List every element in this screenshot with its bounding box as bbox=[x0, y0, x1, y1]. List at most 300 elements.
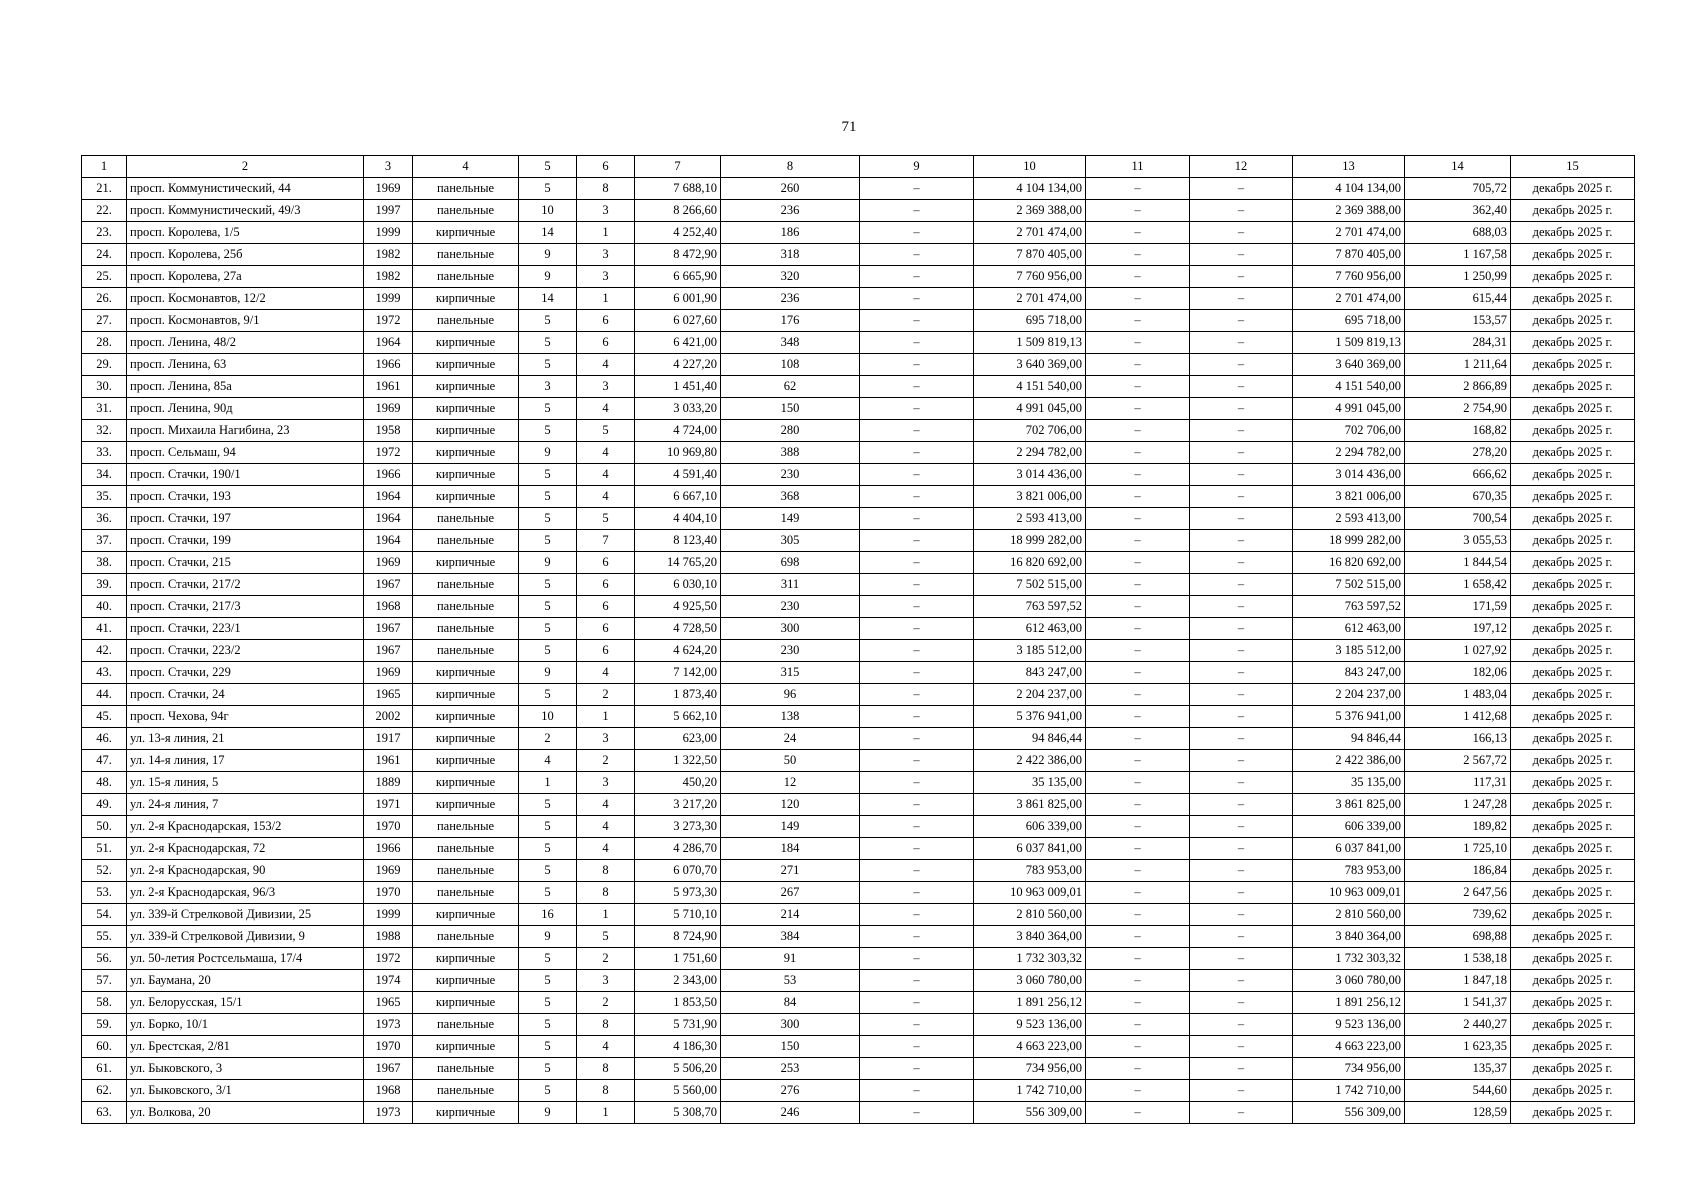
wall-material-cell: кирпичные bbox=[413, 420, 519, 442]
total-area-cell: 8 724,90 bbox=[635, 926, 721, 948]
col-12-value-cell: – bbox=[1190, 618, 1293, 640]
col-13-value-cell: 2 422 386,00 bbox=[1293, 750, 1405, 772]
col-10-value-cell: 2 810 560,00 bbox=[974, 904, 1086, 926]
floors-cell: 5 bbox=[519, 640, 577, 662]
address-cell: просп. Ленина, 85а bbox=[127, 376, 364, 398]
col-12-value-cell: – bbox=[1190, 860, 1293, 882]
floors-cell: 2 bbox=[519, 728, 577, 750]
col-9-value-cell: – bbox=[860, 662, 974, 684]
entrances-cell: 2 bbox=[577, 948, 635, 970]
year-built-cell: 1982 bbox=[364, 266, 413, 288]
column-header-8: 8 bbox=[721, 156, 860, 178]
col-12-value-cell: – bbox=[1190, 398, 1293, 420]
address-cell: просп. Стачки, 199 bbox=[127, 530, 364, 552]
table-row bbox=[82, 772, 1635, 794]
year-built-cell: 1967 bbox=[364, 1058, 413, 1080]
wall-material-cell: кирпичные bbox=[413, 728, 519, 750]
row-number-cell: 56. bbox=[82, 948, 127, 970]
col-10-value-cell: 3 840 364,00 bbox=[974, 926, 1086, 948]
wall-material-cell: кирпичные bbox=[413, 684, 519, 706]
row-number-cell: 44. bbox=[82, 684, 127, 706]
year-built-cell: 1968 bbox=[364, 596, 413, 618]
total-area-cell: 623,00 bbox=[635, 728, 721, 750]
address-cell: ул. Баумана, 20 bbox=[127, 970, 364, 992]
row-number-cell: 49. bbox=[82, 794, 127, 816]
col-12-value-cell: – bbox=[1190, 1058, 1293, 1080]
total-area-cell: 4 252,40 bbox=[635, 222, 721, 244]
entrances-cell: 3 bbox=[577, 772, 635, 794]
completion-date-cell: декабрь 2025 г. bbox=[1511, 442, 1635, 464]
entrances-cell: 8 bbox=[577, 178, 635, 200]
address-cell: ул. 339-й Стрелковой Дивизии, 25 bbox=[127, 904, 364, 926]
residents-cell: 236 bbox=[721, 288, 860, 310]
col-14-value-cell: 171,59 bbox=[1405, 596, 1511, 618]
col-12-value-cell: – bbox=[1190, 904, 1293, 926]
col-13-value-cell: 94 846,44 bbox=[1293, 728, 1405, 750]
address-cell: ул. Брестская, 2/81 bbox=[127, 1036, 364, 1058]
wall-material-cell: панельные bbox=[413, 596, 519, 618]
table-row bbox=[82, 662, 1635, 684]
wall-material-cell: панельные bbox=[413, 530, 519, 552]
entrances-cell: 1 bbox=[577, 1102, 635, 1124]
col-11-value-cell: – bbox=[1086, 904, 1190, 926]
table-row bbox=[82, 1014, 1635, 1036]
year-built-cell: 1968 bbox=[364, 1080, 413, 1102]
year-built-cell: 1966 bbox=[364, 838, 413, 860]
entrances-cell: 8 bbox=[577, 860, 635, 882]
col-11-value-cell: – bbox=[1086, 288, 1190, 310]
residents-cell: 149 bbox=[721, 508, 860, 530]
table-row bbox=[82, 860, 1635, 882]
year-built-cell: 1997 bbox=[364, 200, 413, 222]
entrances-cell: 3 bbox=[577, 200, 635, 222]
table-header bbox=[82, 156, 1635, 178]
page-number: 71 bbox=[841, 119, 857, 135]
residents-cell: 138 bbox=[721, 706, 860, 728]
year-built-cell: 1970 bbox=[364, 1036, 413, 1058]
address-cell: ул. 2-я Краснодарская, 90 bbox=[127, 860, 364, 882]
col-11-value-cell: – bbox=[1086, 530, 1190, 552]
col-12-value-cell: – bbox=[1190, 244, 1293, 266]
entrances-cell: 4 bbox=[577, 486, 635, 508]
col-12-value-cell: – bbox=[1190, 376, 1293, 398]
table-row bbox=[82, 596, 1635, 618]
col-13-value-cell: 702 706,00 bbox=[1293, 420, 1405, 442]
total-area-cell: 4 728,50 bbox=[635, 618, 721, 640]
floors-cell: 9 bbox=[519, 662, 577, 684]
floors-cell: 5 bbox=[519, 1058, 577, 1080]
col-12-value-cell: – bbox=[1190, 948, 1293, 970]
address-cell: ул. 339-й Стрелковой Дивизии, 9 bbox=[127, 926, 364, 948]
col-14-value-cell: 135,37 bbox=[1405, 1058, 1511, 1080]
table-row bbox=[82, 552, 1635, 574]
col-10-value-cell: 18 999 282,00 bbox=[974, 530, 1086, 552]
year-built-cell: 1999 bbox=[364, 222, 413, 244]
col-13-value-cell: 9 523 136,00 bbox=[1293, 1014, 1405, 1036]
floors-cell: 9 bbox=[519, 926, 577, 948]
column-header-9: 9 bbox=[860, 156, 974, 178]
col-10-value-cell: 16 820 692,00 bbox=[974, 552, 1086, 574]
wall-material-cell: панельные bbox=[413, 838, 519, 860]
total-area-cell: 5 710,10 bbox=[635, 904, 721, 926]
table-row bbox=[82, 398, 1635, 420]
residents-cell: 348 bbox=[721, 332, 860, 354]
col-11-value-cell: – bbox=[1086, 244, 1190, 266]
wall-material-cell: кирпичные bbox=[413, 332, 519, 354]
col-9-value-cell: – bbox=[860, 596, 974, 618]
col-9-value-cell: – bbox=[860, 838, 974, 860]
total-area-cell: 4 404,10 bbox=[635, 508, 721, 530]
completion-date-cell: декабрь 2025 г. bbox=[1511, 376, 1635, 398]
completion-date-cell: декабрь 2025 г. bbox=[1511, 420, 1635, 442]
residents-cell: 388 bbox=[721, 442, 860, 464]
col-13-value-cell: 2 369 388,00 bbox=[1293, 200, 1405, 222]
residents-cell: 149 bbox=[721, 816, 860, 838]
col-13-value-cell: 556 309,00 bbox=[1293, 1102, 1405, 1124]
col-10-value-cell: 6 037 841,00 bbox=[974, 838, 1086, 860]
residents-cell: 176 bbox=[721, 310, 860, 332]
col-11-value-cell: – bbox=[1086, 794, 1190, 816]
floors-cell: 5 bbox=[519, 332, 577, 354]
entrances-cell: 6 bbox=[577, 332, 635, 354]
address-cell: просп. Стачки, 229 bbox=[127, 662, 364, 684]
entrances-cell: 5 bbox=[577, 420, 635, 442]
entrances-cell: 6 bbox=[577, 310, 635, 332]
floors-cell: 5 bbox=[519, 464, 577, 486]
col-11-value-cell: – bbox=[1086, 1014, 1190, 1036]
floors-cell: 5 bbox=[519, 882, 577, 904]
row-number-cell: 26. bbox=[82, 288, 127, 310]
residents-cell: 12 bbox=[721, 772, 860, 794]
col-14-value-cell: 1 658,42 bbox=[1405, 574, 1511, 596]
entrances-cell: 4 bbox=[577, 838, 635, 860]
total-area-cell: 1 873,40 bbox=[635, 684, 721, 706]
row-number-cell: 61. bbox=[82, 1058, 127, 1080]
col-10-value-cell: 7 502 515,00 bbox=[974, 574, 1086, 596]
floors-cell: 5 bbox=[519, 992, 577, 1014]
residents-cell: 276 bbox=[721, 1080, 860, 1102]
col-9-value-cell: – bbox=[860, 706, 974, 728]
wall-material-cell: кирпичные bbox=[413, 794, 519, 816]
col-13-value-cell: 2 701 474,00 bbox=[1293, 222, 1405, 244]
col-11-value-cell: – bbox=[1086, 750, 1190, 772]
entrances-cell: 5 bbox=[577, 508, 635, 530]
col-12-value-cell: – bbox=[1190, 266, 1293, 288]
col-9-value-cell: – bbox=[860, 618, 974, 640]
col-11-value-cell: – bbox=[1086, 882, 1190, 904]
table-row bbox=[82, 728, 1635, 750]
year-built-cell: 1972 bbox=[364, 948, 413, 970]
col-13-value-cell: 10 963 009,01 bbox=[1293, 882, 1405, 904]
col-10-value-cell: 7 760 956,00 bbox=[974, 266, 1086, 288]
table-row bbox=[82, 618, 1635, 640]
col-14-value-cell: 182,06 bbox=[1405, 662, 1511, 684]
address-cell: просп. Стачки, 193 bbox=[127, 486, 364, 508]
col-14-value-cell: 2 647,56 bbox=[1405, 882, 1511, 904]
col-13-value-cell: 2 204 237,00 bbox=[1293, 684, 1405, 706]
entrances-cell: 3 bbox=[577, 266, 635, 288]
col-14-value-cell: 700,54 bbox=[1405, 508, 1511, 530]
col-11-value-cell: – bbox=[1086, 398, 1190, 420]
wall-material-cell: панельные bbox=[413, 816, 519, 838]
col-10-value-cell: 2 593 413,00 bbox=[974, 508, 1086, 530]
total-area-cell: 4 227,20 bbox=[635, 354, 721, 376]
floors-cell: 5 bbox=[519, 970, 577, 992]
col-14-value-cell: 2 866,89 bbox=[1405, 376, 1511, 398]
col-10-value-cell: 3 185 512,00 bbox=[974, 640, 1086, 662]
address-cell: ул. Белорусская, 15/1 bbox=[127, 992, 364, 1014]
col-9-value-cell: – bbox=[860, 244, 974, 266]
address-cell: ул. 2-я Краснодарская, 72 bbox=[127, 838, 364, 860]
col-12-value-cell: – bbox=[1190, 1036, 1293, 1058]
table-row bbox=[82, 200, 1635, 222]
address-cell: просп. Стачки, 217/3 bbox=[127, 596, 364, 618]
col-13-value-cell: 5 376 941,00 bbox=[1293, 706, 1405, 728]
completion-date-cell: декабрь 2025 г. bbox=[1511, 1058, 1635, 1080]
col-10-value-cell: 2 422 386,00 bbox=[974, 750, 1086, 772]
floors-cell: 9 bbox=[519, 442, 577, 464]
completion-date-cell: декабрь 2025 г. bbox=[1511, 640, 1635, 662]
col-12-value-cell: – bbox=[1190, 574, 1293, 596]
address-cell: просп. Стачки, 217/2 bbox=[127, 574, 364, 596]
col-9-value-cell: – bbox=[860, 1036, 974, 1058]
total-area-cell: 4 724,00 bbox=[635, 420, 721, 442]
col-14-value-cell: 1 847,18 bbox=[1405, 970, 1511, 992]
col-10-value-cell: 7 870 405,00 bbox=[974, 244, 1086, 266]
col-13-value-cell: 606 339,00 bbox=[1293, 816, 1405, 838]
residents-cell: 311 bbox=[721, 574, 860, 596]
col-11-value-cell: – bbox=[1086, 662, 1190, 684]
wall-material-cell: кирпичные bbox=[413, 288, 519, 310]
total-area-cell: 3 217,20 bbox=[635, 794, 721, 816]
row-number-cell: 22. bbox=[82, 200, 127, 222]
year-built-cell: 1972 bbox=[364, 310, 413, 332]
year-built-cell: 1969 bbox=[364, 662, 413, 684]
residents-cell: 315 bbox=[721, 662, 860, 684]
col-10-value-cell: 4 151 540,00 bbox=[974, 376, 1086, 398]
completion-date-cell: декабрь 2025 г. bbox=[1511, 398, 1635, 420]
year-built-cell: 1971 bbox=[364, 794, 413, 816]
row-number-cell: 51. bbox=[82, 838, 127, 860]
table-row bbox=[82, 244, 1635, 266]
floors-cell: 5 bbox=[519, 816, 577, 838]
entrances-cell: 4 bbox=[577, 464, 635, 486]
col-12-value-cell: – bbox=[1190, 530, 1293, 552]
row-number-cell: 21. bbox=[82, 178, 127, 200]
address-cell: просп. Королева, 27а bbox=[127, 266, 364, 288]
col-10-value-cell: 1 742 710,00 bbox=[974, 1080, 1086, 1102]
col-9-value-cell: – bbox=[860, 970, 974, 992]
address-cell: просп. Стачки, 223/1 bbox=[127, 618, 364, 640]
year-built-cell: 1966 bbox=[364, 464, 413, 486]
column-header-5: 5 bbox=[519, 156, 577, 178]
year-built-cell: 1964 bbox=[364, 486, 413, 508]
col-12-value-cell: – bbox=[1190, 486, 1293, 508]
col-14-value-cell: 1 247,28 bbox=[1405, 794, 1511, 816]
column-header-2: 2 bbox=[127, 156, 364, 178]
col-14-value-cell: 739,62 bbox=[1405, 904, 1511, 926]
col-11-value-cell: – bbox=[1086, 442, 1190, 464]
col-12-value-cell: – bbox=[1190, 1080, 1293, 1102]
column-header-3: 3 bbox=[364, 156, 413, 178]
row-number-cell: 31. bbox=[82, 398, 127, 420]
col-9-value-cell: – bbox=[860, 200, 974, 222]
floors-cell: 4 bbox=[519, 750, 577, 772]
col-10-value-cell: 556 309,00 bbox=[974, 1102, 1086, 1124]
address-cell: просп. Ленина, 90д bbox=[127, 398, 364, 420]
col-13-value-cell: 1 742 710,00 bbox=[1293, 1080, 1405, 1102]
completion-date-cell: декабрь 2025 г. bbox=[1511, 178, 1635, 200]
floors-cell: 5 bbox=[519, 420, 577, 442]
total-area-cell: 6 421,00 bbox=[635, 332, 721, 354]
col-9-value-cell: – bbox=[860, 882, 974, 904]
col-12-value-cell: – bbox=[1190, 750, 1293, 772]
residents-cell: 230 bbox=[721, 640, 860, 662]
entrances-cell: 4 bbox=[577, 816, 635, 838]
total-area-cell: 2 343,00 bbox=[635, 970, 721, 992]
col-13-value-cell: 763 597,52 bbox=[1293, 596, 1405, 618]
wall-material-cell: панельные bbox=[413, 266, 519, 288]
floors-cell: 5 bbox=[519, 508, 577, 530]
col-12-value-cell: – bbox=[1190, 420, 1293, 442]
col-9-value-cell: – bbox=[860, 728, 974, 750]
col-13-value-cell: 783 953,00 bbox=[1293, 860, 1405, 882]
col-9-value-cell: – bbox=[860, 376, 974, 398]
col-10-value-cell: 2 369 388,00 bbox=[974, 200, 1086, 222]
col-9-value-cell: – bbox=[860, 464, 974, 486]
entrances-cell: 5 bbox=[577, 926, 635, 948]
col-13-value-cell: 35 135,00 bbox=[1293, 772, 1405, 794]
col-13-value-cell: 843 247,00 bbox=[1293, 662, 1405, 684]
col-10-value-cell: 10 963 009,01 bbox=[974, 882, 1086, 904]
floors-cell: 5 bbox=[519, 310, 577, 332]
col-14-value-cell: 666,62 bbox=[1405, 464, 1511, 486]
wall-material-cell: кирпичные bbox=[413, 222, 519, 244]
total-area-cell: 6 665,90 bbox=[635, 266, 721, 288]
residents-cell: 214 bbox=[721, 904, 860, 926]
wall-material-cell: кирпичные bbox=[413, 354, 519, 376]
row-number-cell: 27. bbox=[82, 310, 127, 332]
floors-cell: 14 bbox=[519, 288, 577, 310]
completion-date-cell: декабрь 2025 г. bbox=[1511, 354, 1635, 376]
col-9-value-cell: – bbox=[860, 398, 974, 420]
total-area-cell: 6 070,70 bbox=[635, 860, 721, 882]
col-9-value-cell: – bbox=[860, 860, 974, 882]
col-11-value-cell: – bbox=[1086, 860, 1190, 882]
address-cell: просп. Стачки, 223/2 bbox=[127, 640, 364, 662]
row-number-cell: 45. bbox=[82, 706, 127, 728]
year-built-cell: 1969 bbox=[364, 860, 413, 882]
col-9-value-cell: – bbox=[860, 684, 974, 706]
total-area-cell: 1 451,40 bbox=[635, 376, 721, 398]
wall-material-cell: панельные bbox=[413, 926, 519, 948]
residents-cell: 120 bbox=[721, 794, 860, 816]
wall-material-cell: кирпичные bbox=[413, 772, 519, 794]
total-area-cell: 3 273,30 bbox=[635, 816, 721, 838]
column-header-11: 11 bbox=[1086, 156, 1190, 178]
col-11-value-cell: – bbox=[1086, 486, 1190, 508]
col-12-value-cell: – bbox=[1190, 552, 1293, 574]
col-13-value-cell: 1 891 256,12 bbox=[1293, 992, 1405, 1014]
residents-cell: 320 bbox=[721, 266, 860, 288]
completion-date-cell: декабрь 2025 г. bbox=[1511, 992, 1635, 1014]
col-11-value-cell: – bbox=[1086, 266, 1190, 288]
address-cell: ул. Борко, 10/1 bbox=[127, 1014, 364, 1036]
address-cell: ул. 14-я линия, 17 bbox=[127, 750, 364, 772]
completion-date-cell: декабрь 2025 г. bbox=[1511, 926, 1635, 948]
col-14-value-cell: 168,82 bbox=[1405, 420, 1511, 442]
row-number-cell: 59. bbox=[82, 1014, 127, 1036]
column-header-13: 13 bbox=[1293, 156, 1405, 178]
residents-cell: 300 bbox=[721, 1014, 860, 1036]
table-row bbox=[82, 178, 1635, 200]
col-10-value-cell: 5 376 941,00 bbox=[974, 706, 1086, 728]
completion-date-cell: декабрь 2025 г. bbox=[1511, 508, 1635, 530]
housing-register-table bbox=[81, 155, 1635, 1124]
floors-cell: 5 bbox=[519, 684, 577, 706]
col-11-value-cell: – bbox=[1086, 552, 1190, 574]
address-cell: ул. 24-я линия, 7 bbox=[127, 794, 364, 816]
table-body bbox=[82, 178, 1635, 1124]
completion-date-cell: декабрь 2025 г. bbox=[1511, 750, 1635, 772]
floors-cell: 5 bbox=[519, 1036, 577, 1058]
col-13-value-cell: 4 151 540,00 bbox=[1293, 376, 1405, 398]
col-12-value-cell: – bbox=[1190, 684, 1293, 706]
col-11-value-cell: – bbox=[1086, 618, 1190, 640]
year-built-cell: 1889 bbox=[364, 772, 413, 794]
row-number-cell: 24. bbox=[82, 244, 127, 266]
floors-cell: 5 bbox=[519, 794, 577, 816]
residents-cell: 108 bbox=[721, 354, 860, 376]
year-built-cell: 1973 bbox=[364, 1014, 413, 1036]
wall-material-cell: кирпичные bbox=[413, 970, 519, 992]
completion-date-cell: декабрь 2025 г. bbox=[1511, 662, 1635, 684]
floors-cell: 5 bbox=[519, 1014, 577, 1036]
col-12-value-cell: – bbox=[1190, 992, 1293, 1014]
entrances-cell: 1 bbox=[577, 904, 635, 926]
col-12-value-cell: – bbox=[1190, 640, 1293, 662]
address-cell: ул. Быковского, 3 bbox=[127, 1058, 364, 1080]
col-11-value-cell: – bbox=[1086, 1058, 1190, 1080]
col-9-value-cell: – bbox=[860, 420, 974, 442]
floors-cell: 10 bbox=[519, 200, 577, 222]
col-12-value-cell: – bbox=[1190, 882, 1293, 904]
col-9-value-cell: – bbox=[860, 508, 974, 530]
entrances-cell: 3 bbox=[577, 728, 635, 750]
col-14-value-cell: 1 167,58 bbox=[1405, 244, 1511, 266]
wall-material-cell: панельные bbox=[413, 860, 519, 882]
floors-cell: 5 bbox=[519, 574, 577, 596]
row-number-cell: 39. bbox=[82, 574, 127, 596]
floors-cell: 5 bbox=[519, 178, 577, 200]
table-row bbox=[82, 948, 1635, 970]
table-row bbox=[82, 750, 1635, 772]
year-built-cell: 1965 bbox=[364, 684, 413, 706]
col-14-value-cell: 284,31 bbox=[1405, 332, 1511, 354]
col-9-value-cell: – bbox=[860, 750, 974, 772]
col-12-value-cell: – bbox=[1190, 464, 1293, 486]
col-13-value-cell: 4 663 223,00 bbox=[1293, 1036, 1405, 1058]
total-area-cell: 4 624,20 bbox=[635, 640, 721, 662]
completion-date-cell: декабрь 2025 г. bbox=[1511, 684, 1635, 706]
address-cell: просп. Чехова, 94г bbox=[127, 706, 364, 728]
total-area-cell: 7 688,10 bbox=[635, 178, 721, 200]
col-12-value-cell: – bbox=[1190, 1102, 1293, 1124]
col-9-value-cell: – bbox=[860, 552, 974, 574]
total-area-cell: 5 731,90 bbox=[635, 1014, 721, 1036]
col-10-value-cell: 606 339,00 bbox=[974, 816, 1086, 838]
column-header-1: 1 bbox=[82, 156, 127, 178]
